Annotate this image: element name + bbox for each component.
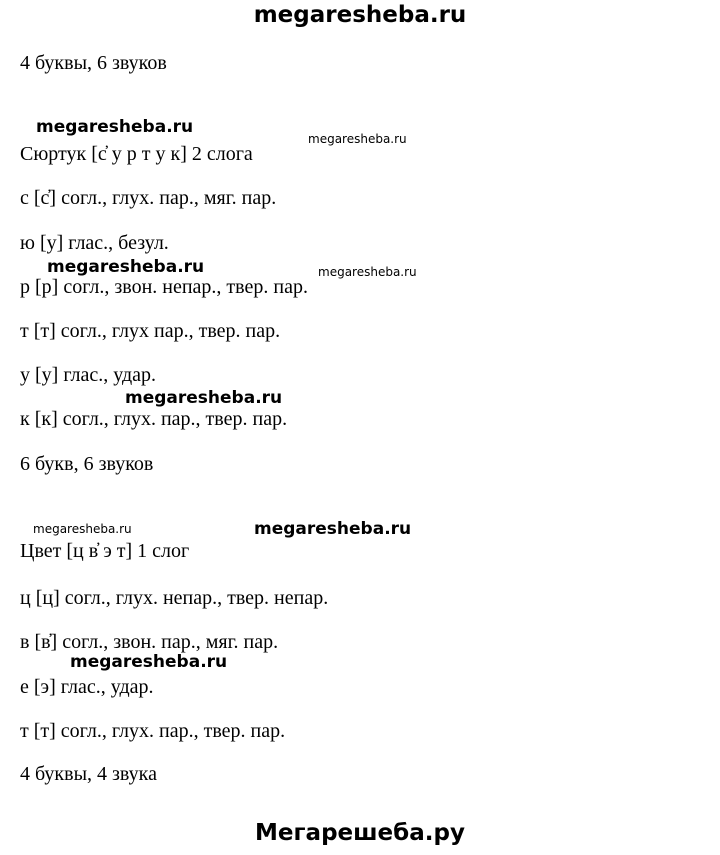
text-line-summary-1: 4 буквы, 6 звуков: [20, 52, 167, 74]
text-line-letter: ю [у] глас., безул.: [20, 232, 169, 254]
watermark-small: megaresheba.ru: [318, 265, 417, 279]
watermark: megaresheba.ru: [47, 257, 205, 277]
text-line-letter: с [с̓] согл., глух. пар., мяг. пар.: [20, 187, 277, 209]
text-line-summary-3: 4 буквы, 4 звука: [20, 763, 157, 785]
text-line-letter: в [в̓] согл., звон. пар., мяг. пар.: [20, 631, 279, 653]
text-line-word-1: Сюртук [с̓ у р т у к] 2 слога: [20, 143, 253, 165]
text-line-word-2: Цвет [ц в̓ э т] 1 слог: [20, 540, 190, 562]
text-line-letter: р [р] согл., звон. непар., твер. пар.: [20, 276, 308, 298]
watermark-small: megaresheba.ru: [33, 522, 132, 536]
text-line-letter: е [э] глас., удар.: [20, 676, 154, 698]
text-line-letter: ц [ц] согл., глух. непар., твер. непар.: [20, 587, 329, 609]
text-line-letter: т [т] согл., глух пар., твер. пар.: [20, 320, 281, 342]
watermark: megaresheba.ru: [125, 388, 283, 408]
watermark: megaresheba.ru: [36, 117, 194, 137]
text-line-letter: у [у] глас., удар.: [20, 364, 157, 386]
header-watermark: megaresheba.ru: [253, 2, 467, 28]
watermark: megaresheba.ru: [254, 519, 412, 539]
footer-watermark: Мегарешеба.ру: [255, 820, 465, 846]
text-line-letter: т [т] согл., глух. пар., твер. пар.: [20, 720, 286, 742]
watermark-small: megaresheba.ru: [308, 132, 407, 146]
watermark: megaresheba.ru: [70, 652, 228, 672]
text-line-letter: к [к] согл., глух. пар., твер. пар.: [20, 408, 288, 430]
text-line-summary-2: 6 букв, 6 звуков: [20, 453, 154, 475]
